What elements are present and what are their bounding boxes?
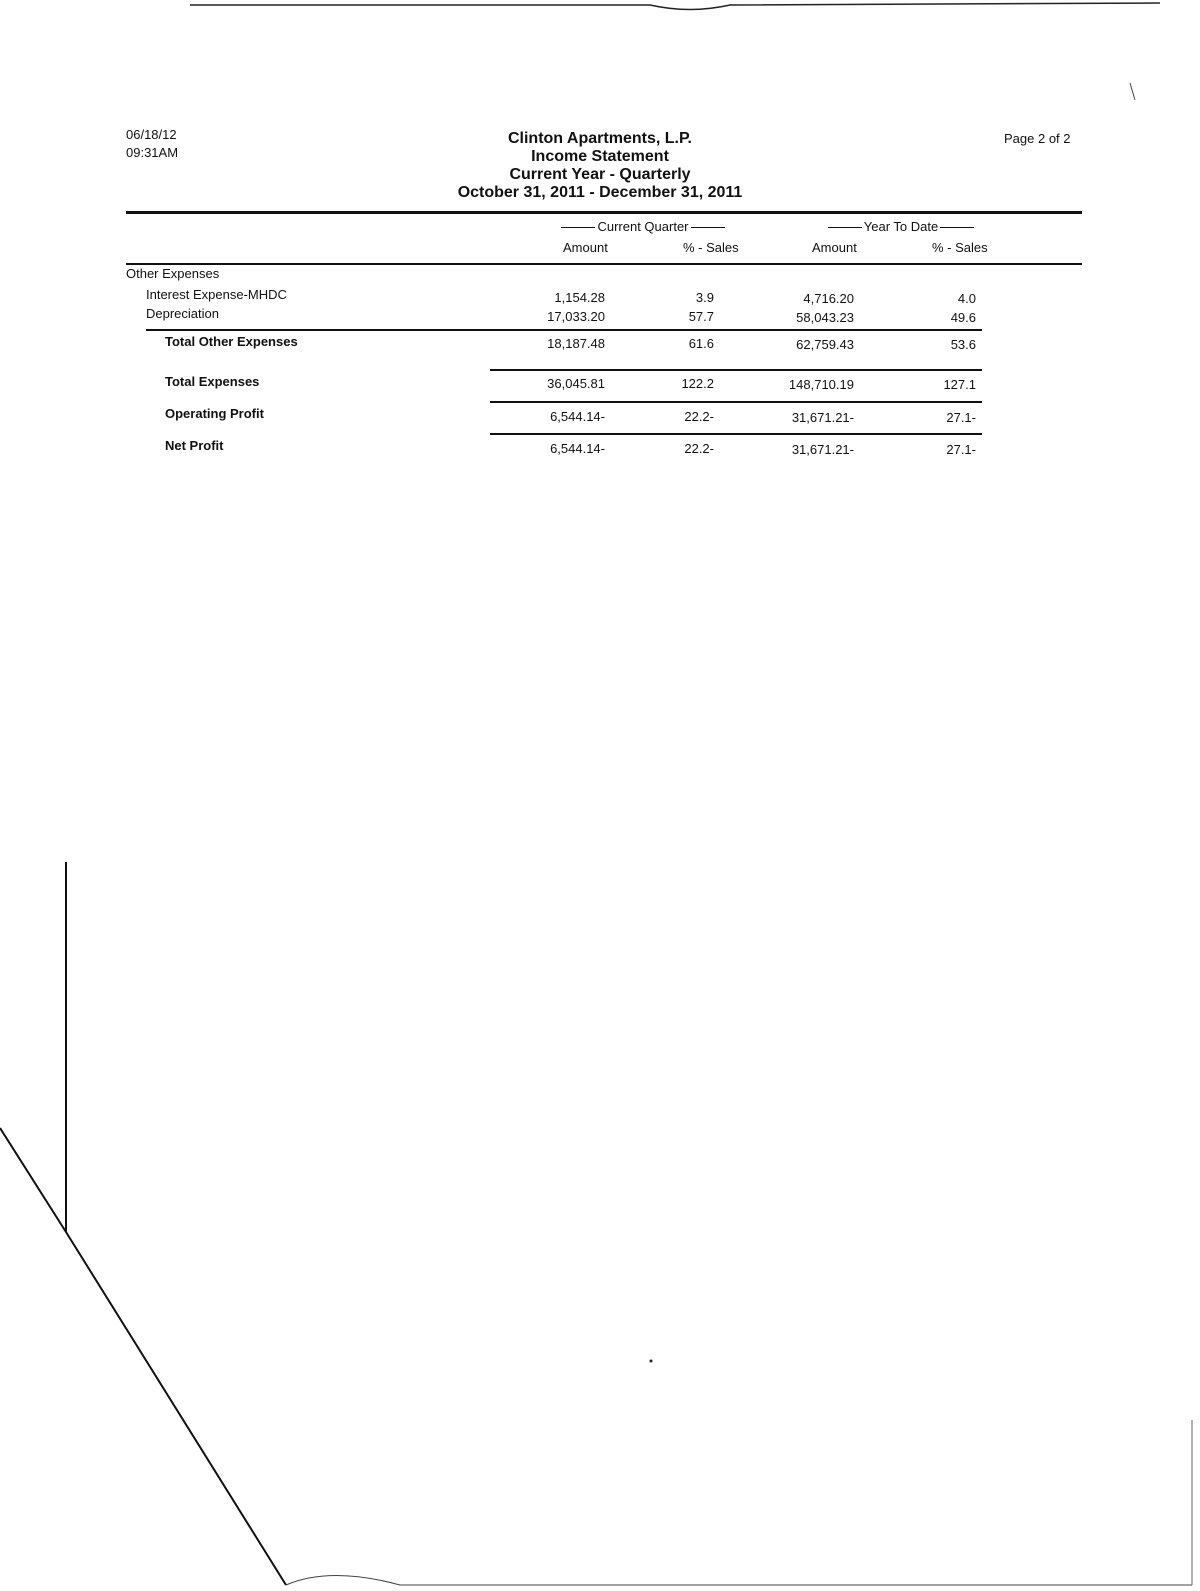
cq-amount: 17,033.20: [547, 309, 605, 324]
page-number: Page 2 of 2: [1004, 131, 1071, 146]
ytd-pct: 4.0: [957, 291, 976, 306]
total-rule: [490, 401, 982, 403]
current-quarter-label: Current Quarter: [597, 219, 689, 234]
cq-pct: 3.9: [695, 290, 714, 305]
report-title: Income Statement: [531, 148, 669, 165]
report-time: 09:31AM: [126, 145, 179, 160]
ytd-pct: 27.1-: [946, 442, 976, 457]
group-dash-right: [940, 227, 974, 228]
group-dash-left: [561, 227, 595, 228]
ytd-pct: 27.1-: [946, 410, 976, 425]
col-header-ytd-amount: Amount: [812, 240, 857, 255]
col-header-ytd-pct: % - Sales: [932, 240, 988, 255]
header-rule: [126, 211, 1082, 214]
column-header-rule: [126, 263, 1082, 265]
ytd-pct: 53.6: [950, 337, 976, 352]
ytd-pct: 49.6: [950, 310, 976, 325]
company-name: Clinton Apartments, L.P.: [507, 130, 692, 147]
ytd-amount: 31,671.21-: [791, 442, 854, 457]
report-date-range: October 31, 2011 - December 31, 2011: [457, 184, 743, 201]
ytd-amount: 62,759.43: [796, 337, 854, 352]
ytd-amount: 148,710.19: [788, 377, 854, 392]
ytd-amount: 58,043.23: [796, 310, 854, 325]
ytd-amount: 31,671.21-: [791, 410, 854, 425]
cq-amount: 36,045.81: [547, 376, 605, 391]
ytd-label: Year To Date: [863, 219, 939, 234]
row-label: Depreciation: [146, 306, 219, 321]
ytd-amount: 4,716.20: [803, 291, 854, 306]
cq-amount: 6,544.14-: [550, 409, 605, 424]
total-label: Total Other Expenses: [165, 334, 298, 349]
cq-pct: 22.2-: [684, 409, 714, 424]
total-rule: [490, 369, 982, 371]
report-title-block: [400, 130, 800, 202]
cq-pct: 22.2-: [684, 441, 714, 456]
cq-pct: 57.7: [688, 309, 714, 324]
cq-pct: 122.2: [681, 376, 714, 391]
cq-amount: 1,154.28: [554, 290, 605, 305]
total-label: Total Expenses: [165, 374, 260, 389]
group-dash-left: [828, 227, 862, 228]
total-label: Operating Profit: [165, 406, 264, 421]
report-meta: [126, 126, 178, 162]
group-dash-right: [691, 227, 725, 228]
report-period-type: Current Year - Quarterly: [509, 166, 691, 183]
cq-amount: 6,544.14-: [550, 441, 605, 456]
ytd-pct: 127.1: [943, 377, 976, 392]
row-label: Interest Expense-MHDC: [146, 287, 287, 302]
cq-amount: 18,187.48: [547, 336, 605, 351]
col-header-cq-pct: % - Sales: [683, 240, 739, 255]
total-rule: [146, 329, 982, 331]
total-rule: [490, 433, 982, 435]
cq-pct: 61.6: [688, 336, 714, 351]
ytd-group-header: [806, 219, 996, 234]
current-quarter-group-header: [548, 219, 738, 234]
section-title: Other Expenses: [126, 266, 220, 281]
total-label: Net Profit: [165, 438, 224, 453]
col-header-cq-amount: Amount: [563, 240, 608, 255]
report-date: 06/18/12: [126, 127, 177, 142]
